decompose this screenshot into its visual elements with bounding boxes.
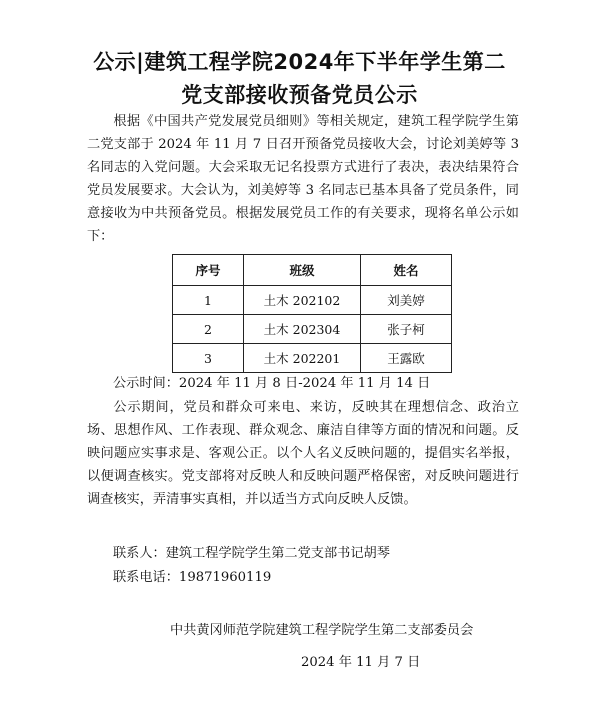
publicity-period: 公示时间：2024 年 11 月 8 日-2024 年 11 月 14 日 xyxy=(113,376,431,391)
contact-person: 联系人：建筑工程学院学生第二党支部书记胡琴 xyxy=(113,546,390,561)
table-header-row xyxy=(173,255,452,286)
candidate-table xyxy=(172,254,452,373)
page-title-line-2: 党支部接收预备党员公示 xyxy=(181,83,418,107)
row-index: 3 xyxy=(173,344,244,373)
table-row xyxy=(173,315,452,344)
row-name: 张子柯 xyxy=(361,315,452,344)
header-name: 姓名 xyxy=(361,255,452,286)
page-title-line-1: 公示|建筑工程学院2024年下半年学生第二 xyxy=(93,50,506,74)
header-class: 班级 xyxy=(244,255,361,286)
table-row xyxy=(173,344,452,373)
header-index: 序号 xyxy=(173,255,244,286)
contact-phone: 联系电话：19871960119 xyxy=(113,570,272,585)
row-index: 2 xyxy=(173,315,244,344)
intro-paragraph: 根据《中国共产党发展党员细则》等相关规定，建筑工程学院学生第二党支部于 2024 年 11 月 7 日召开预备党员接收大会，讨论刘美婷等 3 名同志的入党问题。大会采取无记名投票方式进行了表决，表决结果符合党员发展要求。大会认为，刘美婷等 3 名同志已基本具备了党员条件，同意接收为中共预备党员。根据发展党员工作的有关要求，现将名单公示如下： xyxy=(87,114,519,244)
issue-date: 2024 年 11 月 7 日 xyxy=(301,655,421,670)
issuing-organization: 中共黄冈师范学院建筑工程学院学生第二支部委员会 xyxy=(170,623,474,638)
table-row xyxy=(173,286,452,315)
row-class: 土木 202201 xyxy=(244,344,361,373)
row-class: 土木 202102 xyxy=(244,286,361,315)
feedback-paragraph: 公示期间，党员和群众可来电、来访，反映其在理想信念、政治立场、思想作风、工作表现、群众观念、廉洁自律等方面的情况和问题。反映问题应实事求是、客观公正。以个人名义反映问题的，提倡实名举报，以便调查核实。党支部将对反映人和反映问题严格保密，对反映问题进行调查核实，弄清事实真相，并以适当方式向反映人反馈。 xyxy=(87,400,519,507)
row-name: 王露欧 xyxy=(361,344,452,373)
row-index: 1 xyxy=(173,286,244,315)
row-name: 刘美婷 xyxy=(361,286,452,315)
row-class: 土木 202304 xyxy=(244,315,361,344)
